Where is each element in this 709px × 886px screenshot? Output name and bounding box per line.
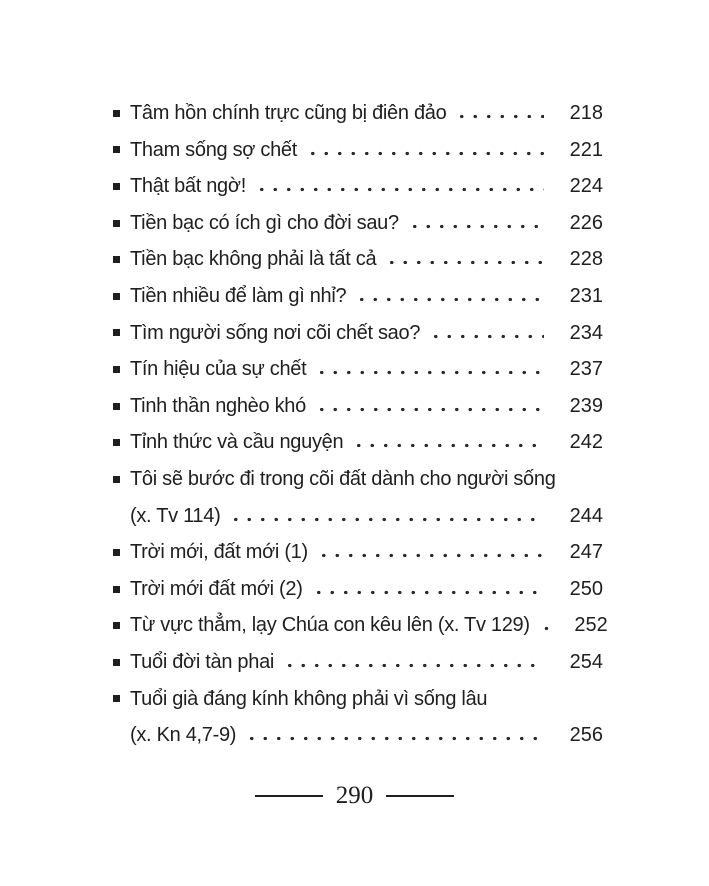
- toc-entry-page-number: 254: [569, 650, 603, 673]
- dot-leader: [251, 187, 544, 192]
- bullet-square-icon: [113, 329, 120, 336]
- footer-page-number: 290: [335, 782, 374, 809]
- toc-entry-title: Tiền bạc có ích gì cho đời sau?: [130, 211, 399, 234]
- dot-leader: [225, 517, 544, 522]
- toc-entry-page-number: 234: [569, 321, 603, 344]
- toc-entry-page-number: 242: [569, 431, 603, 454]
- toc-entry-page-number: 239: [569, 394, 603, 417]
- toc-entry-title: Tâm hồn chính trực cũng bị điên đảo: [130, 102, 447, 124]
- toc-entry-title: Tuổi đời tàn phai: [130, 650, 275, 673]
- dot-leader: [311, 370, 544, 375]
- bullet-square-icon: [113, 366, 120, 373]
- toc-entry: [113, 132, 603, 169]
- bullet-square-icon: [113, 476, 120, 483]
- toc-entry-page-number: 226: [569, 211, 603, 234]
- toc-entry-title: Tinh thần nghèo khó: [130, 394, 306, 417]
- toc-entry-title: Thật bất ngờ!: [130, 175, 246, 198]
- toc-entry-title: Từ vực thẳm, lạy Chúa con kêu lên (x. Tv 129): [130, 614, 530, 637]
- toc-entry-continuation: [113, 498, 603, 535]
- bullet-square-icon: [113, 622, 120, 629]
- bullet-square-icon: [113, 439, 120, 446]
- toc-entry-page-number: 256: [569, 724, 603, 747]
- toc-entry-subtitle: (x. Kn 4,7-9): [130, 724, 237, 747]
- dot-leader: [313, 553, 544, 558]
- footer-rule-right: [386, 795, 454, 797]
- toc-entry-title: Tỉnh thức và cầu nguyện: [130, 431, 344, 454]
- toc-entry: [113, 571, 603, 608]
- bullet-square-icon: [113, 549, 120, 556]
- bullet-square-icon: [113, 586, 120, 593]
- toc-entry-title: Tiền nhiều để làm gì nhỉ?: [130, 284, 347, 307]
- page-footer: [0, 782, 709, 810]
- bullet-square-icon: [113, 183, 120, 190]
- toc-entry-continuation: [113, 717, 603, 754]
- toc-entry-page-number: 228: [569, 248, 603, 271]
- bullet-square-icon: [113, 695, 120, 702]
- dot-leader: [311, 407, 544, 412]
- toc-entry: [113, 644, 603, 681]
- toc-entry-title: Tôi sẽ bước đi trong cõi đất dành cho người sống: [130, 467, 556, 490]
- dot-leader: [351, 297, 544, 302]
- continuation-indent: [113, 740, 130, 741]
- toc-entry: [113, 607, 608, 644]
- toc-entry-page-number: 247: [569, 541, 603, 564]
- dot-leader: [308, 590, 544, 595]
- toc-entry: [113, 351, 603, 388]
- toc-entry-title: Trời mới, đất mới (1): [130, 541, 308, 564]
- toc-entry: [113, 388, 603, 425]
- toc-entry: [113, 168, 603, 205]
- bullet-square-icon: [113, 220, 120, 227]
- bullet-square-icon: [113, 256, 120, 263]
- toc-entry-title: Tìm người sống nơi cõi chết sao?: [130, 321, 421, 344]
- dot-leader: [451, 114, 544, 119]
- toc-entry-page-number: 231: [569, 284, 603, 307]
- toc-entry-page-number: 244: [569, 504, 603, 527]
- dot-leader: [279, 663, 544, 668]
- dot-leader: [404, 224, 544, 229]
- table-of-contents: [113, 95, 608, 754]
- toc-entry-subtitle: (x. Tv 114): [130, 504, 221, 527]
- toc-entry-page-number: 237: [569, 358, 603, 381]
- toc-entry: [113, 534, 603, 571]
- footer-rule-left: [255, 795, 323, 797]
- toc-entry-title: Tham sống sợ chết: [130, 138, 297, 161]
- toc-entry-page-number: 221: [569, 138, 603, 161]
- toc-entry: [113, 205, 603, 242]
- dot-leader: [425, 334, 544, 339]
- toc-entry: [113, 241, 603, 278]
- toc-entry: [113, 278, 603, 315]
- dot-leader: [241, 736, 544, 741]
- toc-entry: [113, 461, 603, 498]
- toc-entry-title: Tuổi già đáng kính không phải vì sống lâu: [130, 687, 488, 710]
- dot-leader: [302, 151, 544, 156]
- bullet-square-icon: [113, 110, 120, 117]
- bullet-square-icon: [113, 403, 120, 410]
- toc-entry: [113, 681, 603, 718]
- bullet-square-icon: [113, 146, 120, 153]
- toc-entry-page-number: 250: [569, 577, 603, 600]
- toc-entry-title: Tiền bạc không phải là tất cả: [130, 248, 377, 271]
- continuation-indent: [113, 521, 130, 522]
- dot-leader: [535, 626, 549, 631]
- toc-entry-page-number: 224: [569, 175, 603, 198]
- toc-entry: [113, 95, 603, 132]
- bullet-square-icon: [113, 659, 120, 666]
- toc-entry-page-number: 218: [569, 102, 603, 124]
- bullet-square-icon: [113, 293, 120, 300]
- toc-entry-title: Tín hiệu của sự chết: [130, 358, 307, 381]
- toc-entry-page-number: 252: [574, 614, 608, 637]
- dot-leader: [348, 443, 544, 448]
- toc-entry-title: Trời mới đất mới (2): [130, 577, 303, 600]
- toc-entry: [113, 315, 603, 352]
- dot-leader: [381, 260, 544, 265]
- toc-entry: [113, 424, 603, 461]
